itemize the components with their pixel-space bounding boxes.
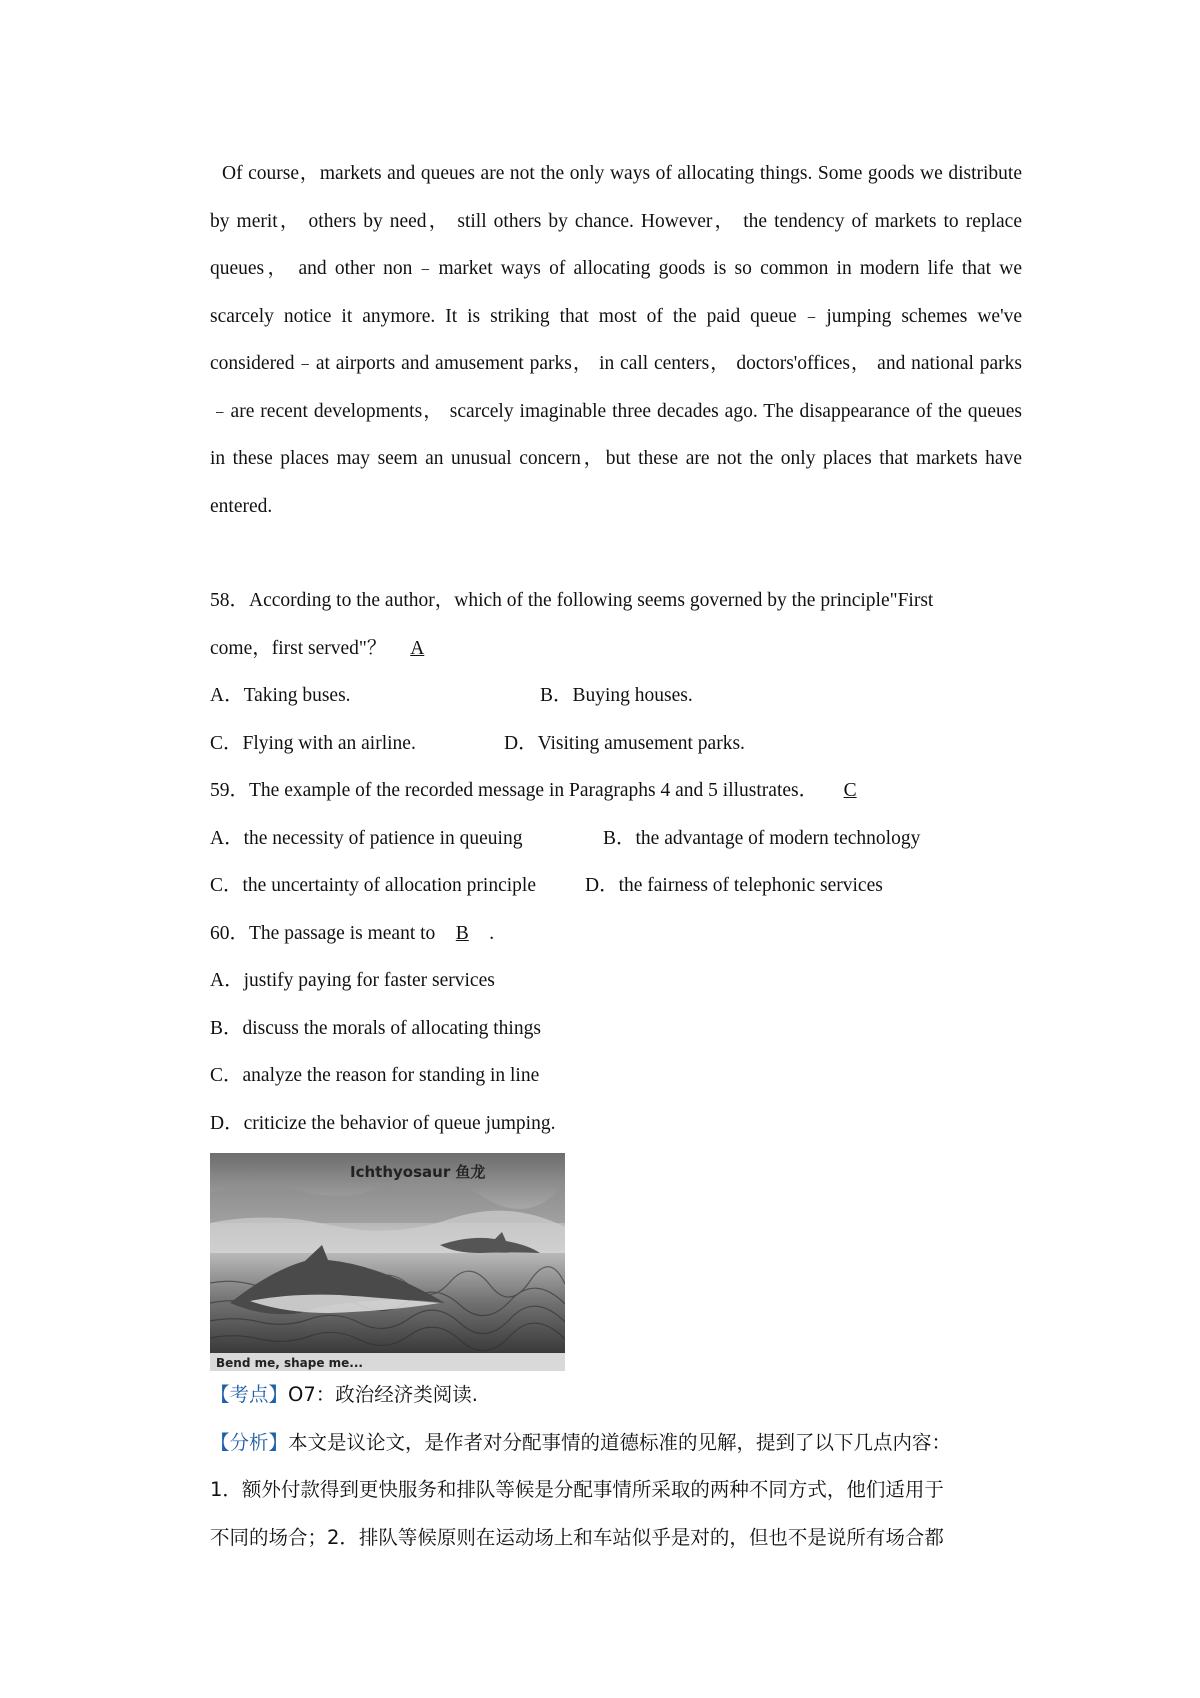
question-58-answer: A	[410, 637, 425, 659]
question-59-stem: 59．The example of the recorded message in Paragraphs 4 and 5 illustrates． C	[210, 767, 1022, 815]
ichthyosaur-illustration	[210, 1153, 565, 1371]
kaodian-line	[210, 1371, 1022, 1419]
kaodian-text: O7：政治经济类阅读.	[288, 1383, 478, 1406]
option-d: D．the fairness of telephonic services	[585, 875, 883, 896]
ichthyosaur-image	[210, 1153, 565, 1371]
option-a: A．Taking buses.	[210, 685, 351, 706]
image-caption: Bend me, shape me...	[216, 1356, 363, 1370]
fenxi-tag: 【分析】	[210, 1430, 289, 1454]
question-58-stem: 58．According to the author，which of the following seems governed by the principle"First	[210, 590, 934, 611]
question-58-stem-cont: come，first served"？ A	[210, 625, 1022, 673]
fenxi-text-line3: 不同的场合；2．排队等候原则在运动场上和车站似乎是对的，但也不是说所有场合都	[210, 1525, 944, 1549]
question-59-answer: C	[843, 780, 857, 801]
option-c: C．analyze the reason for standing in line	[210, 1065, 540, 1086]
option-d: D．Visiting amusement parks.	[504, 732, 745, 754]
image-title: Ichthyosaur 鱼龙	[350, 1163, 486, 1181]
fenxi-text: 本文是议论文，是作者对分配事情的道德标准的见解，提到了以下几点内容：	[288, 1430, 952, 1454]
option-b: B．the advantage of modern technology	[603, 827, 921, 849]
option-a: A．justify paying for faster services	[210, 970, 495, 991]
fenxi-line	[210, 1419, 1022, 1467]
question-59-options-row2	[210, 862, 1022, 910]
question-60-stem: 60．The passage is meant to B .	[210, 910, 1022, 958]
option-d: D．criticize the behavior of queue jumping.	[210, 1112, 556, 1134]
option-b: B．discuss the morals of allocating things	[210, 1017, 541, 1039]
question-58-options-row2	[210, 720, 1022, 768]
question-60-answer: B	[455, 922, 469, 944]
question-58-options-row1	[210, 672, 1022, 720]
passage-paragraph: Of course，markets and queues are not the only ways of allocating things. Some goods we distribute by merit， others by need， still others by chance. However， the tendency of markets to replace queues， and other non﹣market ways of allocating goods is so common in modern life that we scarcely notice it anymore. It is striking that most of the paid queue﹣jumping schemes we've considered﹣at airports and amusement parks， in call centers， doctors'offices， and national parks﹣are recent developments， scarcely imaginable three decades ago. The disappearance of the queues in these places may seem an unusual concern，but these are not the only places that markets have entered.	[210, 163, 1022, 517]
option-b: B．Buying houses.	[540, 685, 693, 706]
kaodian-tag: 【考点】	[210, 1383, 289, 1406]
fenxi-text-line2: 1．额外付款得到更快服务和排队等候是分配事情所采取的两种不同方式，他们适用于	[210, 1478, 944, 1501]
page-content	[210, 150, 1022, 1561]
option-c: C．Flying with an airline.	[210, 732, 416, 754]
option-c: C．the uncertainty of allocation principle	[210, 875, 536, 896]
option-a: A．the necessity of patience in queuing	[210, 827, 523, 849]
question-59-options-row1	[210, 815, 1022, 863]
